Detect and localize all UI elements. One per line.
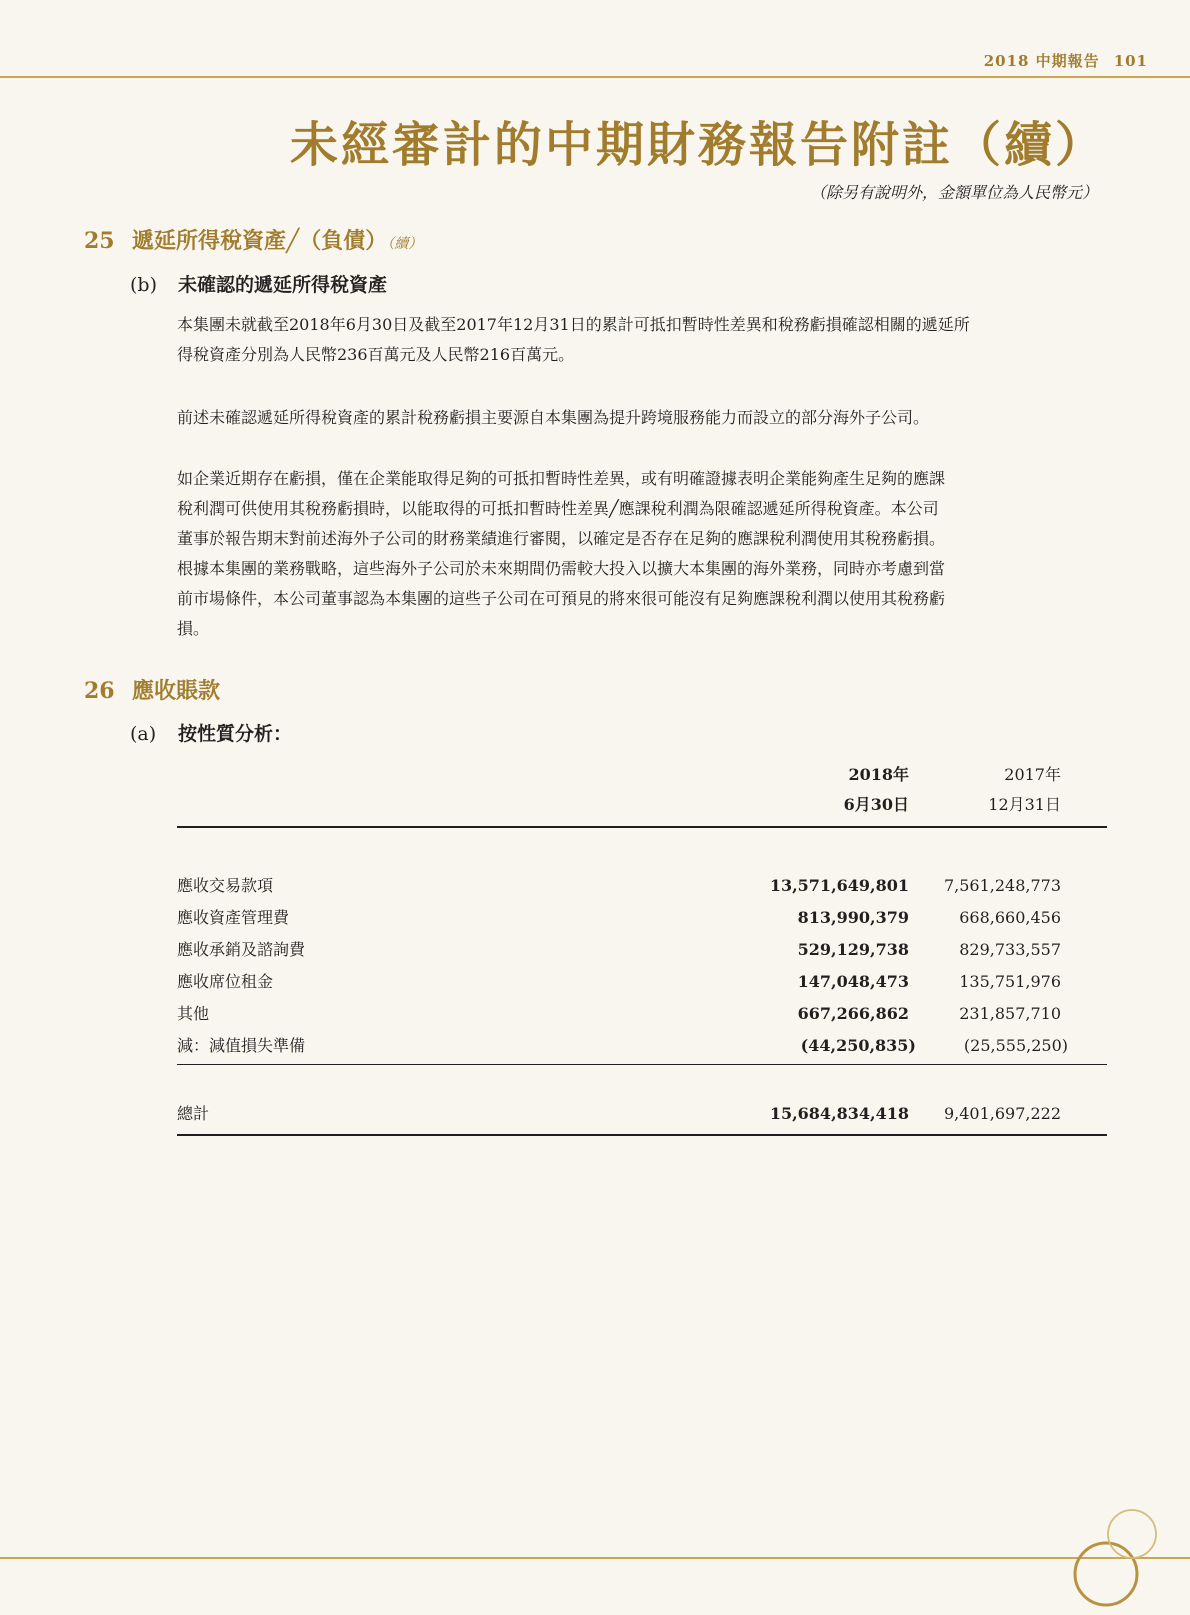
row-label: 應收資產管理費 [177,908,290,927]
row-value-2018: 13,571,649,801 [769,876,909,895]
row-value-2017: (25,555,250) [963,1036,1068,1055]
page-number: 101 [1113,52,1148,70]
paragraph-2 [177,403,1107,433]
table-row [177,966,1107,998]
table-row [177,870,1107,902]
row-value-2018: 667,266,862 [797,1004,909,1023]
total-value-2017: 9,401,697,222 [943,1104,1061,1123]
paragraph-3-line: 損。 [177,619,210,638]
paragraph-3 [177,464,1107,644]
row-value-2017: 231,857,710 [959,1004,1061,1023]
paragraph-1 [177,310,1107,370]
paragraph-2-line: 前述未確認遞延所得稅資產的累計稅務虧損主要源自本集團為提升跨境服務能力而設立的部分海外子公司。 [177,408,930,427]
row-value-2018: 529,129,738 [797,940,909,959]
paragraph-1-line: 本集團未就截至2018年6月30日及截至2017年12月31日的累計可抵扣暫時性差異和稅務虧損確認相關的遞延所 [177,315,970,334]
row-value-2018: 813,990,379 [797,908,909,927]
total-label: 總計 [177,1104,210,1123]
table-header-rule [177,826,1107,828]
paragraph-1-line: 得稅資產分別為人民幣236百萬元及人民幣216百萬元。 [177,345,575,364]
section-26-title: 應收賬款 [132,678,221,704]
row-label: 應收承銷及諮詢費 [177,940,306,959]
section-25-heading [84,224,422,255]
column-header-2018-year: 2018年 [848,765,909,784]
total-rule [177,1134,1107,1136]
section-26a-heading [130,719,292,746]
section-25b-heading [130,270,387,297]
section-25b-title: 未確認的遞延所得稅資產 [178,274,388,296]
row-value-2017: 829,733,557 [959,940,1061,959]
section-25-continued: （續） [387,236,423,252]
row-label: 應收席位租金 [177,972,274,991]
table-row [177,902,1107,934]
column-header-2018 [844,760,909,820]
column-header-2017 [988,760,1061,820]
column-header-2018-date: 6月30日 [843,795,909,814]
footer-rule [0,1557,1190,1559]
paragraph-3-line: 前市場條件，本公司董事認為本集團的這些子公司在可預見的將來很可能沒有足夠應課稅利潤以使用其稅務虧 [177,589,946,608]
page-header [984,50,1148,71]
column-header-2017-year: 2017年 [1004,765,1061,784]
page-title: 未經審計的中期財務報告附註（續） [289,117,1106,173]
section-26a-label: (a) [130,723,157,745]
row-value-2018: (44,250,835) [800,1036,916,1055]
total-value-2018: 15,684,834,418 [769,1104,909,1123]
report-name: 2018 中期報告 [983,52,1100,70]
section-25-title: 遞延所得稅資產╱（負債） [132,228,388,254]
header-rule [0,76,1190,78]
row-value-2017: 7,561,248,773 [943,876,1061,895]
page-subtitle: （除另有說明外，金額單位為人民幣元） [809,183,1098,202]
row-label: 其他 [177,1004,210,1023]
column-header-2017-date: 12月31日 [988,795,1061,814]
table-total-row [177,1098,1107,1130]
row-value-2017: 668,660,456 [959,908,1061,927]
table-row [177,998,1107,1030]
section-25b-label: (b) [130,274,157,296]
table-row [177,934,1107,966]
decorative-rings-icon [1070,1508,1190,1615]
section-26a-title: 按性質分析： [178,723,293,745]
subtotal-rule [177,1064,1107,1065]
paragraph-3-line: 稅利潤可供使用其稅務虧損時，以能取得的可抵扣暫時性差異╱應課稅利潤為限確認遞延所得稅資產。本公司 [177,499,939,518]
row-label: 減：減值損失準備 [177,1036,306,1055]
row-value-2018: 147,048,473 [797,972,909,991]
paragraph-3-line: 根據本集團的業務戰略，這些海外子公司於未來期間仍需較大投入以擴大本集團的海外業務，同時亦考慮到當 [177,559,946,578]
paragraph-3-line: 如企業近期存在虧損，僅在企業能取得足夠的可抵扣暫時性差異，或有明確證據表明企業能夠產生足夠的應課 [177,469,946,488]
section-25-number: 25 [84,228,115,254]
paragraph-3-line: 董事於報告期末對前述海外子公司的財務業績進行審閱，以確定是否存在足夠的應課稅利潤使用其稅務虧損。 [177,529,946,548]
section-26-number: 26 [84,678,115,704]
table-row [177,1030,1107,1062]
section-26-heading [84,674,220,705]
row-value-2017: 135,751,976 [959,972,1061,991]
receivables-table [177,760,1107,1140]
row-label: 應收交易款項 [177,876,274,895]
